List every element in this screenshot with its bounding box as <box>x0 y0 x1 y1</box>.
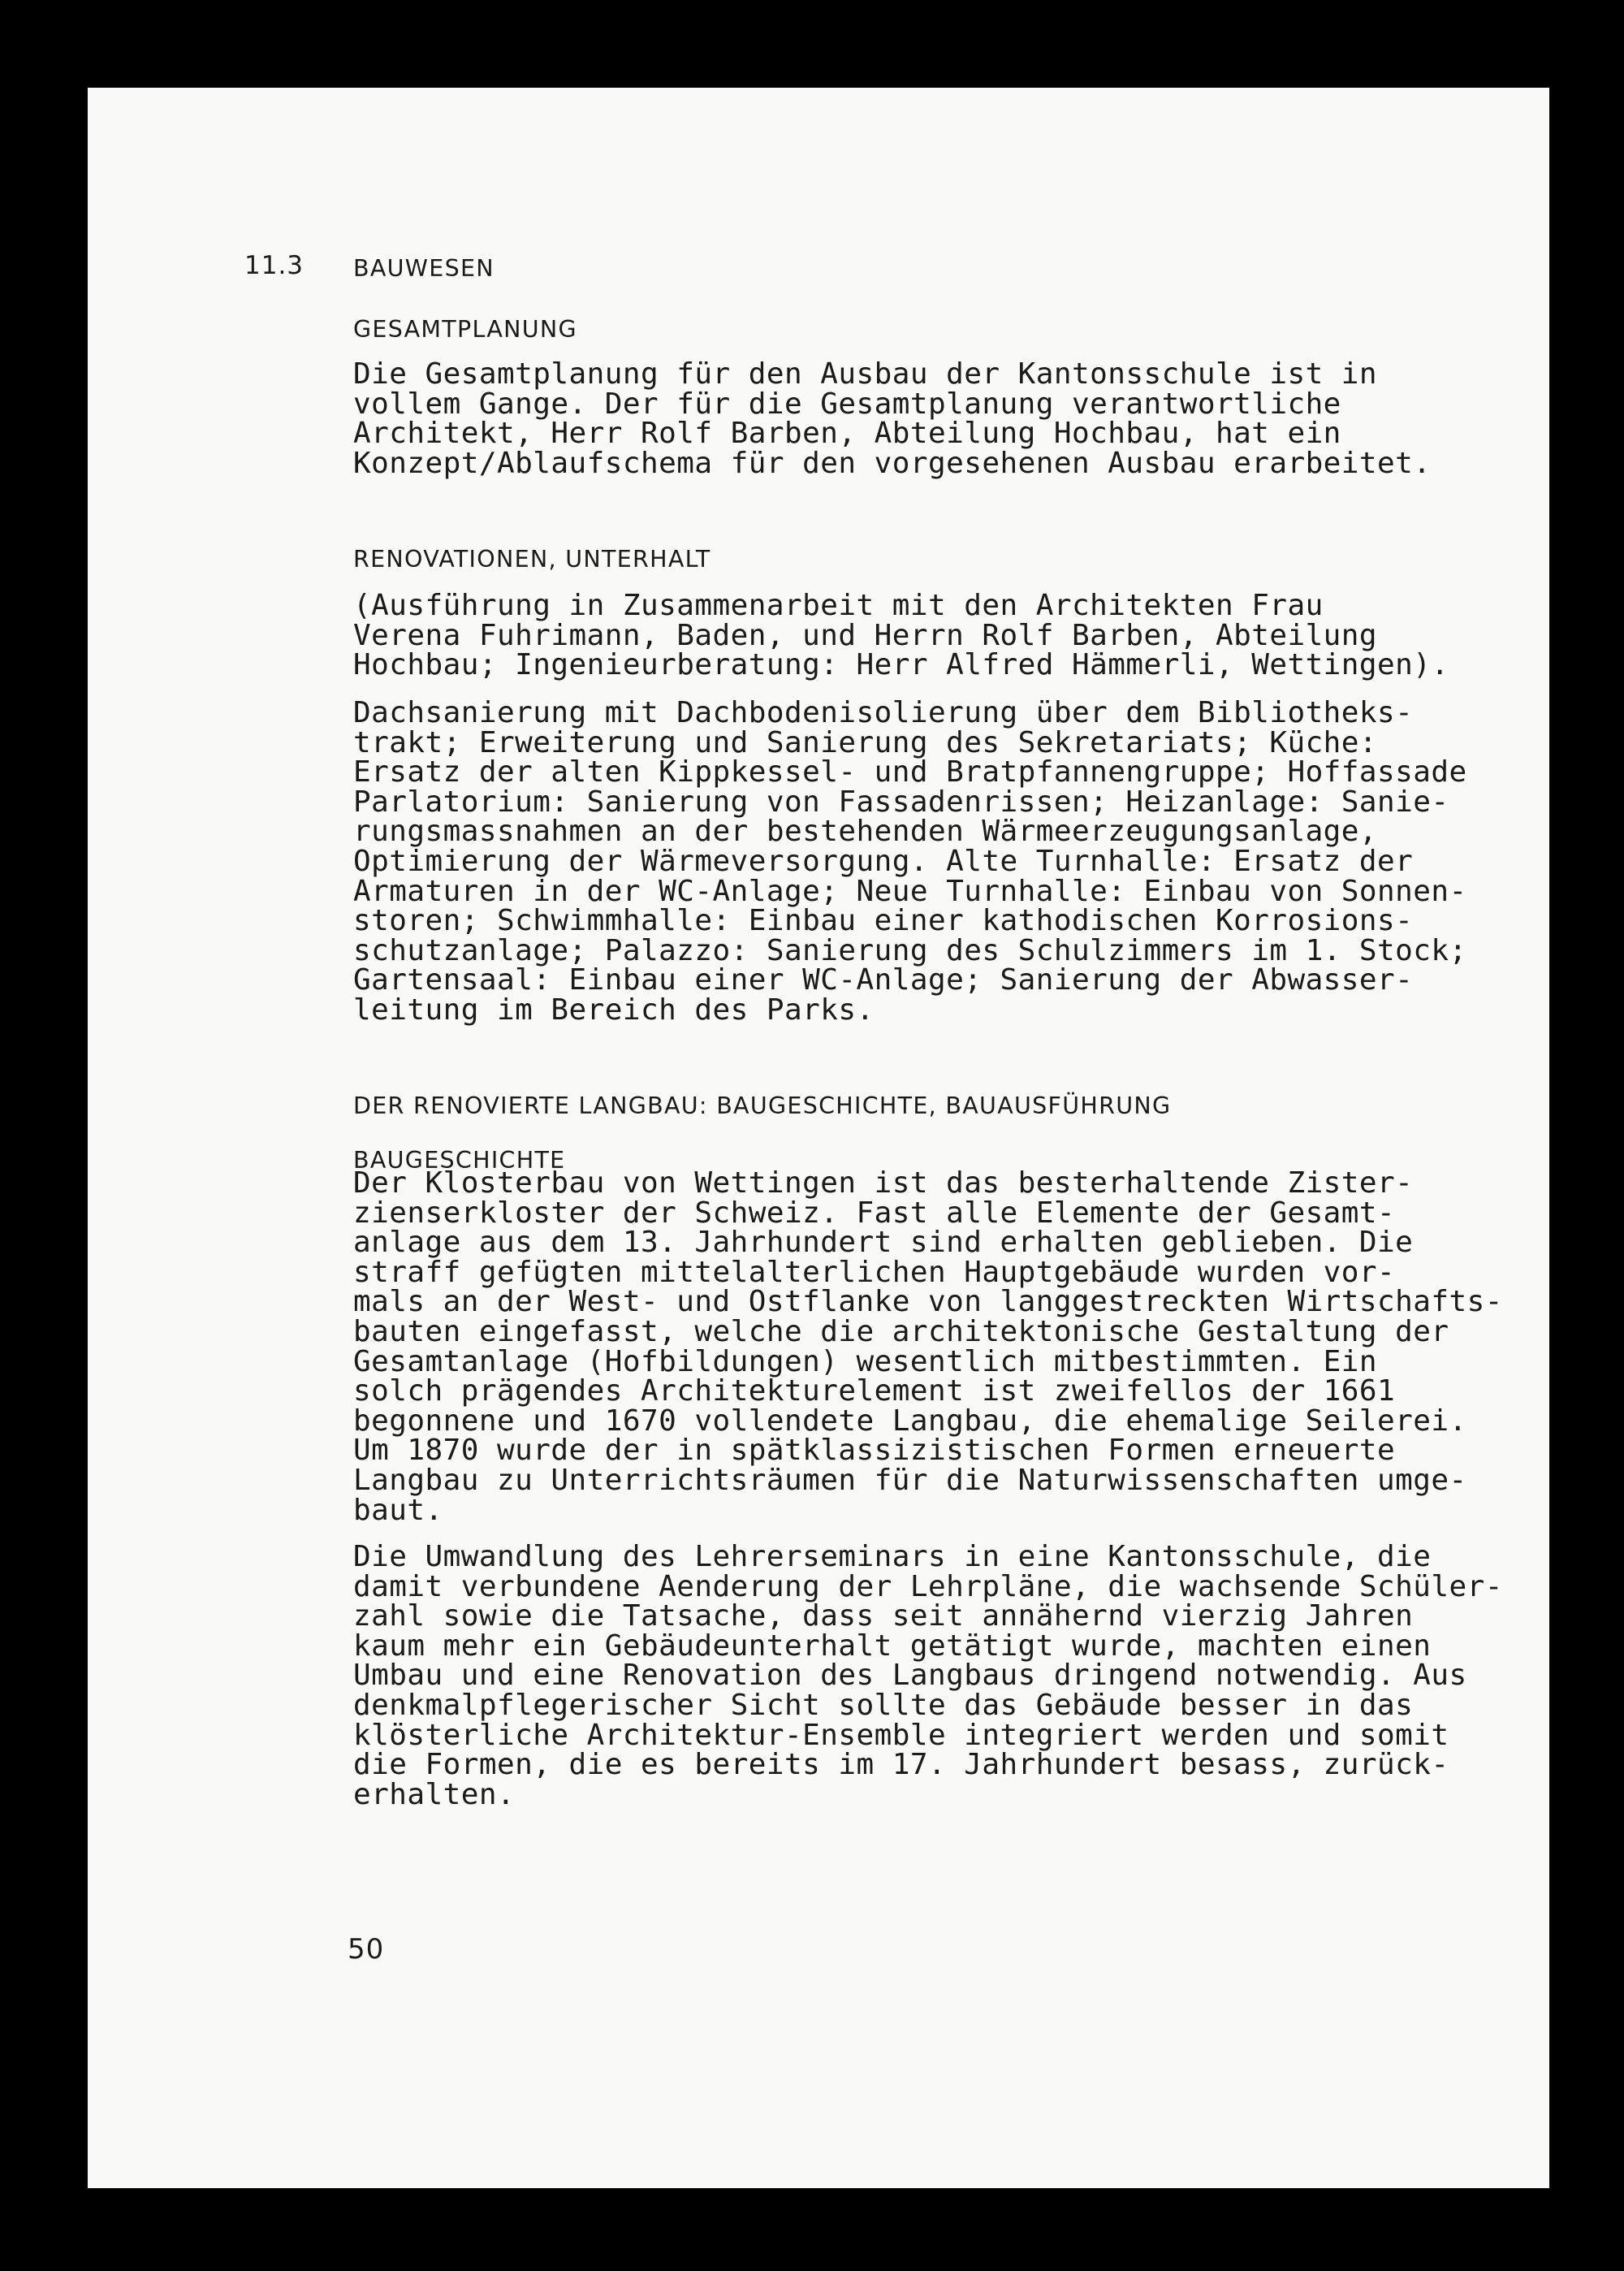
section-title: BAUWESEN <box>353 255 495 282</box>
renovationen-intro: (Ausführung in Zusammenarbeit mit den Architekten Frau Verena Fuhrimann, Baden, und Herrn Rolf Barben, Abteilung Hochbau; Ingenieurberatung: Herr Alfred Hämmerli, Wettingen). <box>353 589 1449 682</box>
page-number: 50 <box>348 1933 385 1966</box>
langbau-heading: DER RENOVIERTE LANGBAU: BAUGESCHICHTE, BAUAUSFÜHRUNG <box>353 1092 1172 1119</box>
gesamtplanung-text: Die Gesamtplanung für den Ausbau der Kantonsschule ist in vollem Gange. Der für die Gesamtplanung verantwortliche Architekt, Herr Rolf Barben, Abteilung Hochbau, hat ein Konzept/Ablaufschema für den vorgesehenen Ausbau erarbeitet. <box>353 357 1432 480</box>
renovationen-text: Dachsanierung mit Dachbodenisolierung über dem Bibliotheks- trakt; Erweiterung und Sanierung des Sekretariats; Küche: Ersatz der alten Kippkessel- und Bratpfannengruppe; Hoffassade Parlatorium: Sanierung von Fassadenrissen; Heizanlage: Sanie- rungsmassnahmen an der bestehenden Wärmeerzeugungsanlage, Optimierung der Wärmeversorgung. Alte Turnhalle: Ersatz der Armaturen in der WC-Anlage; Neue Turnhalle: Einbau von Sonnen- storen; Schwimmhalle: Einbau einer kathodischen Korrosions- schutzanlage; Palazzo: Sanierung des Schulzimmers im 1. Stock; Gartensaal: Einbau einer WC-Anlage; Sanierung der Abwasser- leitung im Bereich des Parks. <box>353 696 1467 1027</box>
baugeschichte-paragraph-1: Der Klosterbau von Wettingen ist das besterhaltende Zister- zienserkloster der Schweiz. Fast alle Elemente der Gesamt- anlage aus dem 13. Jahrhundert sind erhalten geblieben. Die straff gefügten mittelalterlichen Hauptgebäude wurden vor- mals an der West- und Ostflanke von langgestreckten Wirtschafts- bauten eingefasst, welche die architektonische Gestaltung der Gesamtanlage (Hofbildungen) wesentlich mitbestimmten. Ein solch prägendes Architekturelement ist zweifellos der 1661 begonnene und 1670 vollendete Langbau, die ehemalige Seilerei. Um 1870 wurde der in spätklassizistischen Formen erneuerte Langbau zu Unterrichtsräumen für die Naturwissenschaften umge- baut. <box>353 1166 1503 1527</box>
baugeschichte-paragraph-2: Die Umwandlung des Lehrerseminars in eine Kantonsschule, die damit verbundene Aenderung der Lehrpläne, die wachsende Schüler- zahl sowie die Tatsache, dass seit annähernd vierzig Jahren kaum mehr ein Gebäudeunterhalt getätigt wurde, machten einen Umbau und eine Renovation des Langbaus dringend notwendig. Aus denkmalpflegerischer Sicht sollte das Gebäude besser in das klösterliche Architektur-Ensemble integriert werden und somit die Formen, die es bereits im 17. Jahrhundert besass, zurück- erhalten. <box>353 1540 1503 1811</box>
renovationen-heading: RENOVATIONEN, UNTERHALT <box>353 546 711 573</box>
document-page <box>88 88 1549 2188</box>
baugeschichte-subheading: BAUGESCHICHTE <box>353 1147 566 1174</box>
gesamtplanung-heading: GESAMTPLANUNG <box>353 316 577 343</box>
section-number: 11.3 <box>244 251 304 280</box>
